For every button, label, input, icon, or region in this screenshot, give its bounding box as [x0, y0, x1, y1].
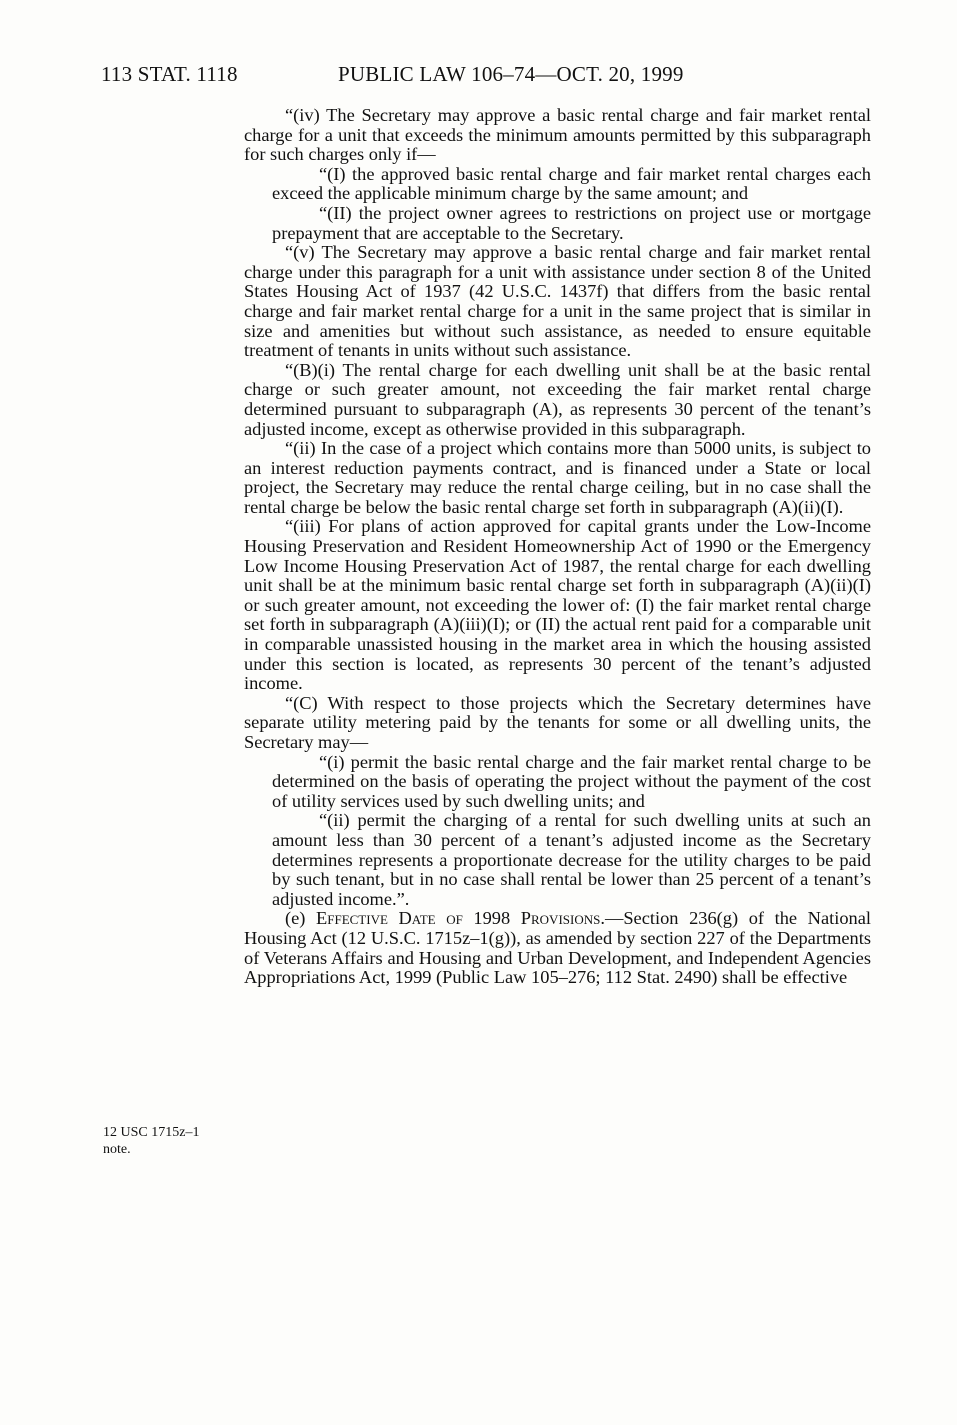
margin-note-citation: 12 USC 1715z–1: [103, 1125, 200, 1140]
section-e-heading: Effective Date of 1998 Provisions.: [316, 908, 605, 929]
section-e-prefix: (e): [285, 908, 316, 929]
statute-page-number: 113 STAT. 1118: [101, 62, 238, 86]
paragraph-a-iv-I: “(I) the approved basic rental charge and fair market rental charges each exceed the applicable minimum charge by the same amount; and: [272, 163, 871, 204]
paragraph-b-iii: “(iii) For plans of action approved for capital grants under the Low-Income Housing Preservation and Resident Homeownership Act of 1990 or the Emergency Low Income Housing Preservation Act of 1987, the rental charge for each dwelling unit shall be at the minimum basic rental charge set forth in subparagraph (A)(ii)(I) or such greater amount, not exceeding the lower of: (I) the fair market rental charge set forth in subparagraph (A)(iii)(I); or (II) the actual rent paid for a comparable unit in comparable unassisted housing in the market area in which the housing assisted under this section is located, as represents 30 percent of the tenant’s adjusted income.: [244, 516, 871, 694]
paragraph-c-ii: “(ii) permit the charging of a rental for such dwelling units at such an amount less than 30 percent of a tenant’s adjusted income as the Secretary determines represents a proportionate decrease for the utility charges to be paid by such tenant, but in no case shall rental be lower than 25 percent of a tenant’s adjusted income.”.: [272, 810, 871, 909]
public-law-title: PUBLIC LAW 106–74—OCT. 20, 1999: [338, 62, 684, 86]
paragraph-b-ii: “(ii) In the case of a project which contains more than 5000 units, is subject to an interest reduction payments contract, and is financed under a State or local project, the Secretary may reduce the rental charge ceiling, but in no case shall the rental charge be below the basic rental charge set forth in subparagraph (A)(ii)(I).: [244, 438, 871, 517]
paragraph-c: “(C) With respect to those projects which the Secretary determines have separate utility metering paid by the tenants for some or all dwelling units, the Secretary may—: [244, 692, 871, 752]
paragraph-c-i: “(i) permit the basic rental charge and the fair market rental charge to be determined on the basis of operating the project without the payment of the cost of utility services used by such dwelling units; and: [272, 751, 871, 811]
section-e: [244, 909, 871, 987]
paragraph-a-iv-II: “(II) the project owner agrees to restrictions on project use or mortgage prepayment that are acceptable to the Secretary.: [272, 202, 871, 243]
paragraph-a-v: “(v) The Secretary may approve a basic rental charge and fair market rental charge under this paragraph for a unit with assistance under section 8 of the United States Housing Act of 1937 (42 U.S.C. 1437f) that differs from the basic rental charge and fair market rental charge for a unit in the same project that is similar in size and amenities but without such assistance, as needed to ensure equitable treatment of tenants in units without such assistance.: [244, 242, 871, 361]
section-e-text: —Section 236(g) of the National Housing Act (12 U.S.C. 1715z–1(g)), as amended by section 227 of the Departments of Veterans Affairs and Housing and Urban Development, and Independent Agencies Appropriations Act, 1999 (Public Law 105–276; 112 Stat. 2490) shall be effective: [244, 908, 871, 988]
page-header: [101, 62, 871, 86]
paragraph-a-iv: “(iv) The Secretary may approve a basic rental charge and fair market rental charge for a unit that exceeds the minimum amounts permitted by this subparagraph for such charges only if—: [244, 105, 871, 165]
margin-note: [103, 1124, 233, 1158]
body-text: [244, 106, 871, 988]
paragraph-b-i: “(B)(i) The rental charge for each dwelling unit shall be at the basic rental charge or such greater amount, not exceeding the fair market rental charge determined pursuant to subparagraph (A), as represents 30 percent of the tenant’s adjusted income, except as otherwise provided in this subparagraph.: [244, 359, 871, 439]
margin-note-suffix: note.: [103, 1142, 131, 1157]
